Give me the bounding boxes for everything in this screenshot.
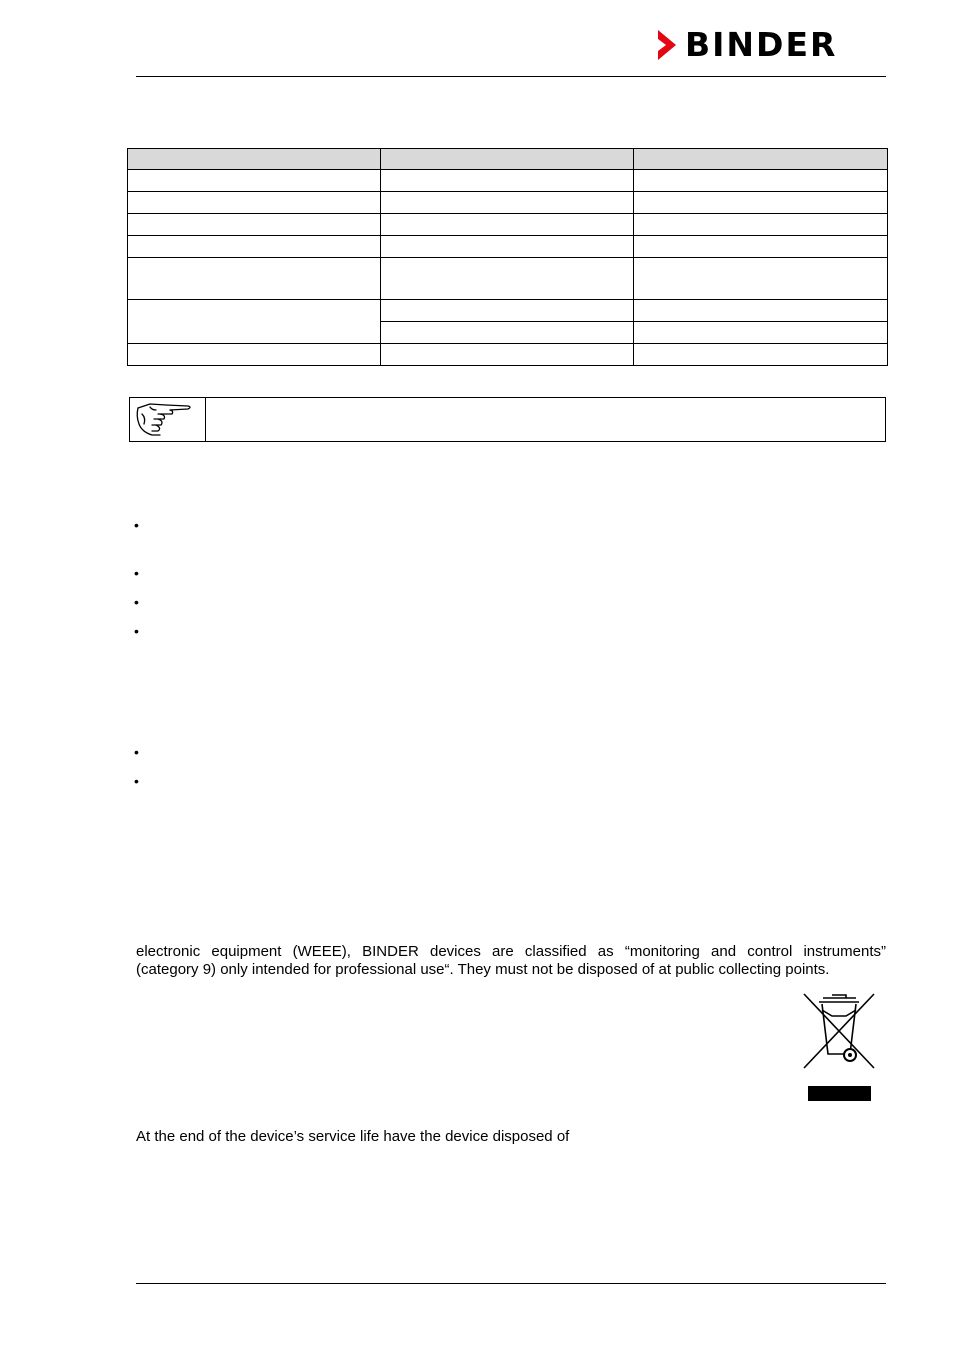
table-cell — [634, 236, 888, 258]
table-row — [128, 236, 888, 258]
table-header-cell — [634, 149, 888, 170]
table-cell — [128, 170, 381, 192]
table-row — [128, 344, 888, 366]
footer-rule — [136, 1283, 886, 1284]
table-header-row — [128, 149, 888, 170]
table-row — [128, 214, 888, 236]
table-cell — [381, 344, 634, 366]
table-header-cell — [128, 149, 381, 170]
table-header-cell — [381, 149, 634, 170]
table-row — [128, 192, 888, 214]
weee-paragraph-line-2: (category 9) only intended for professional use“. They must not be disposed of at public collecting points. — [136, 961, 830, 978]
spec-table — [127, 148, 888, 366]
crossed-out-wheelie-bin-icon — [802, 992, 876, 1104]
table-cell — [634, 258, 888, 300]
pointing-hand-icon — [130, 398, 205, 441]
list-item: • — [134, 744, 139, 760]
table-cell — [381, 170, 634, 192]
list-item: • — [134, 594, 139, 610]
brand-name: BINDER — [685, 25, 838, 64]
table-cell — [381, 236, 634, 258]
table-cell — [128, 214, 381, 236]
list-item: • — [134, 517, 139, 533]
brand-arrow-icon — [655, 28, 679, 64]
list-item: • — [134, 623, 139, 639]
table-cell — [128, 192, 381, 214]
note-icon-cell — [130, 398, 206, 441]
header-rule — [136, 76, 886, 77]
table-cell — [381, 322, 634, 344]
table-cell — [634, 300, 888, 322]
weee-paragraph-line-1: electronic equipment (WEEE), BINDER devices are classified as “monitoring and control instruments” — [136, 943, 886, 960]
table-cell — [634, 214, 888, 236]
table-cell — [381, 192, 634, 214]
list-item: • — [134, 773, 139, 789]
table-row — [128, 170, 888, 192]
list-item: • — [134, 565, 139, 581]
weee-symbol — [802, 992, 876, 1104]
table-cell — [128, 258, 381, 300]
table-cell — [634, 192, 888, 214]
table-cell — [634, 344, 888, 366]
table-cell-merged — [128, 300, 381, 344]
table-cell — [128, 344, 381, 366]
table-cell — [634, 322, 888, 344]
note-box — [129, 397, 886, 442]
table-cell — [634, 170, 888, 192]
table-cell — [381, 300, 634, 322]
brand-logo — [655, 25, 887, 64]
table-cell — [128, 236, 381, 258]
end-of-life-text: At the end of the device’s service life have the device disposed of — [136, 1128, 570, 1145]
table-row — [128, 258, 888, 300]
table-cell — [381, 258, 634, 300]
table-row — [128, 300, 888, 322]
table-cell — [381, 214, 634, 236]
